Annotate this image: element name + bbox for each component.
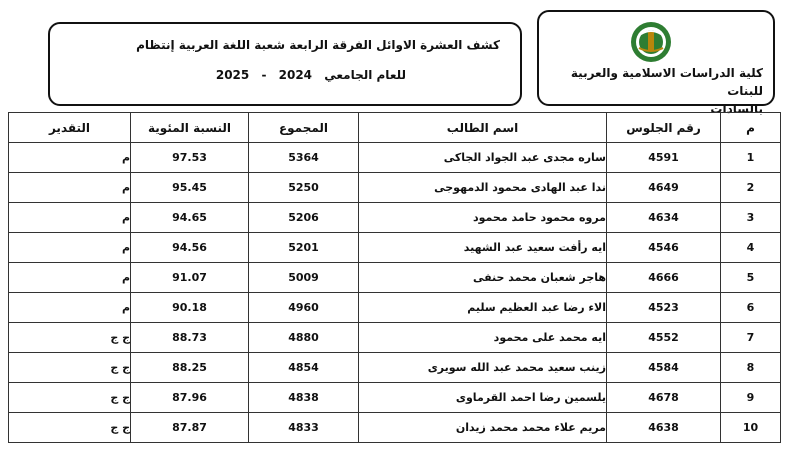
college-name-line2: بالسادات: [710, 102, 763, 116]
grade-cell: م: [9, 263, 131, 293]
college-header-box: [537, 10, 775, 116]
grade-cell: م: [9, 173, 131, 203]
total-cell: 5364: [249, 143, 359, 173]
student-name-cell: زينب سعيد محمد عبد الله سويرى: [359, 353, 607, 383]
grade-cell: م: [9, 143, 131, 173]
total-cell: 4880: [249, 323, 359, 353]
student-name-cell: هاجر شعبان محمد حنفى: [359, 263, 607, 293]
student-name-cell: ندا عبد الهادى محمود الدمهوجى: [359, 173, 607, 203]
seat-number-cell: 4584: [607, 353, 721, 383]
total-cell: 5250: [249, 173, 359, 203]
index-cell: 4: [721, 233, 781, 263]
table-row: [9, 383, 781, 413]
total-cell: 4838: [249, 383, 359, 413]
table-row: [9, 323, 781, 353]
table-header-row: [9, 113, 781, 143]
index-cell: 5: [721, 263, 781, 293]
academic-year-label: للعام الجامعي: [324, 68, 406, 82]
header-index: م: [721, 113, 781, 143]
index-cell: 10: [721, 413, 781, 443]
total-cell: 5009: [249, 263, 359, 293]
table-row: [9, 143, 781, 173]
grade-cell: م: [9, 233, 131, 263]
total-cell: 4833: [249, 413, 359, 443]
university-seal-icon: [629, 20, 673, 64]
table-row: [9, 413, 781, 443]
index-cell: 2: [721, 173, 781, 203]
table-row: [9, 293, 781, 323]
seat-number-cell: 4552: [607, 323, 721, 353]
total-cell: 5206: [249, 203, 359, 233]
seat-number-cell: 4634: [607, 203, 721, 233]
seat-number-cell: 4638: [607, 413, 721, 443]
index-cell: 8: [721, 353, 781, 383]
header-percent: النسبة المئوية: [131, 113, 249, 143]
percent-cell: 95.45: [131, 173, 249, 203]
grade-cell: م: [9, 293, 131, 323]
seat-number-cell: 4523: [607, 293, 721, 323]
student-name-cell: ايه محمد على محمود: [359, 323, 607, 353]
total-cell: 4854: [249, 353, 359, 383]
percent-cell: 88.25: [131, 353, 249, 383]
grade-cell: ج ج: [9, 323, 131, 353]
percent-cell: 87.87: [131, 413, 249, 443]
academic-year: [212, 68, 410, 82]
top-ten-table: [8, 112, 781, 443]
seat-number-cell: 4591: [607, 143, 721, 173]
percent-cell: 90.18: [131, 293, 249, 323]
percent-cell: 87.96: [131, 383, 249, 413]
report-title: كشف العشرة الاوائل الفرقة الرابعة شعبة اللغة العربية إنتظام: [136, 38, 500, 52]
index-cell: 9: [721, 383, 781, 413]
student-name-cell: ايه رأفت سعيد عبد الشهيد: [359, 233, 607, 263]
table-row: [9, 203, 781, 233]
index-cell: 7: [721, 323, 781, 353]
grade-cell: ج ج: [9, 353, 131, 383]
seat-number-cell: 4546: [607, 233, 721, 263]
table-row: [9, 263, 781, 293]
percent-cell: 97.53: [131, 143, 249, 173]
seat-number-cell: 4666: [607, 263, 721, 293]
percent-cell: 94.65: [131, 203, 249, 233]
college-name-line1: كلية الدراسات الاسلامية والعربية للبنات: [570, 66, 763, 98]
percent-cell: 91.07: [131, 263, 249, 293]
grade-cell: ج ج: [9, 383, 131, 413]
year-to: 2025: [215, 68, 250, 82]
table-row: [9, 233, 781, 263]
grade-cell: م: [9, 203, 131, 233]
index-cell: 6: [721, 293, 781, 323]
seat-number-cell: 4649: [607, 173, 721, 203]
year-separator: -: [261, 68, 267, 82]
grade-cell: ج ج: [9, 413, 131, 443]
student-name-cell: الاء رضا عبد العظيم سليم: [359, 293, 607, 323]
header-total: المجموع: [249, 113, 359, 143]
table-row: [9, 173, 781, 203]
student-name-cell: مريم علاء محمد محمد زيدان: [359, 413, 607, 443]
header-name: اسم الطالب: [359, 113, 607, 143]
header-grade: التقدير: [9, 113, 131, 143]
student-name-cell: مروه محمود حامد محمود: [359, 203, 607, 233]
report-title-box: [48, 22, 522, 106]
header-seat: رقم الجلوس: [607, 113, 721, 143]
student-name-cell: يلسمين رضا احمد القرماوى: [359, 383, 607, 413]
percent-cell: 88.73: [131, 323, 249, 353]
total-cell: 4960: [249, 293, 359, 323]
table-row: [9, 353, 781, 383]
college-name: [553, 64, 763, 118]
index-cell: 3: [721, 203, 781, 233]
seat-number-cell: 4678: [607, 383, 721, 413]
year-from: 2024: [278, 68, 313, 82]
percent-cell: 94.56: [131, 233, 249, 263]
student-name-cell: ساره مجدى عبد الجواد الجاكى: [359, 143, 607, 173]
index-cell: 1: [721, 143, 781, 173]
total-cell: 5201: [249, 233, 359, 263]
